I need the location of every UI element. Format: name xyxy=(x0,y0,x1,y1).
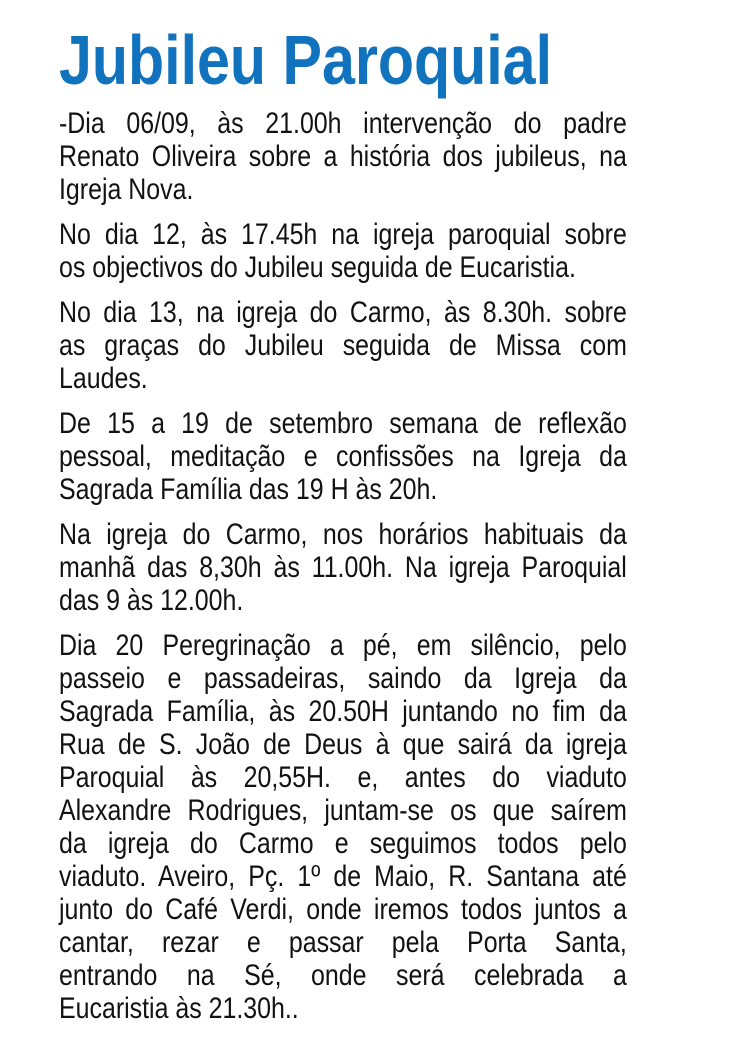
text-line: Na igreja do Carmo, nos horários habituais da xyxy=(59,518,627,551)
text-line: Sagrada Família das 19 H às 20h. xyxy=(59,473,438,506)
text-line: os objectivos do Jubileu seguida de Eucaristia. xyxy=(59,251,576,284)
paragraph-3 xyxy=(59,296,627,395)
text-line: pessoal, meditação e confissões na Igreja da xyxy=(59,440,627,473)
paragraph-1 xyxy=(59,107,627,206)
paragraph-2 xyxy=(59,218,627,284)
text-line: junto do Café Verdi, onde iremos todos juntos a xyxy=(59,893,627,926)
text-line: cantar, rezar e passar pela Porta Santa, xyxy=(59,926,627,959)
paragraph-6 xyxy=(59,629,627,1025)
text-line: as graças do Jubileu seguida de Missa com xyxy=(59,329,627,362)
page-title: Jubileu Paroquial xyxy=(59,21,553,99)
text-line: De 15 a 19 de setembro semana de reflexão xyxy=(59,407,627,440)
text-line: entrando na Sé, onde será celebrada a xyxy=(59,959,627,992)
text-line: Renato Oliveira sobre a história dos jubileus, na xyxy=(59,140,627,173)
text-line: Eucaristia às 21.30h.. xyxy=(59,992,299,1025)
text-line: Alexandre Rodrigues, juntam-se os que saírem xyxy=(59,794,627,827)
text-line: -Dia 06/09, às 21.00h intervenção do padre xyxy=(59,107,627,140)
text-line: Rua de S. João de Deus à que sairá da igreja xyxy=(59,728,627,761)
text-line: No dia 13, na igreja do Carmo, às 8.30h. sobre xyxy=(59,296,627,329)
text-line: Igreja Nova. xyxy=(59,173,194,206)
text-line: No dia 12, às 17.45h na igreja paroquial sobre xyxy=(59,218,627,251)
text-line: passeio e passadeiras, saindo da Igreja da xyxy=(59,662,627,695)
text-line: Dia 20 Peregrinação a pé, em silêncio, pelo xyxy=(59,629,627,662)
document-content xyxy=(59,0,627,1037)
text-line: manhã das 8,30h às 11.00h. Na igreja Paroquial xyxy=(59,551,627,584)
text-line: viaduto. Aveiro, Pç. 1º de Maio, R. Santana até xyxy=(59,860,627,893)
text-line: Sagrada Família, às 20.50H juntando no fim da xyxy=(59,695,627,728)
text-line: Laudes. xyxy=(59,362,148,395)
paragraph-5 xyxy=(59,518,627,617)
text-line: das 9 às 12.00h. xyxy=(59,584,244,617)
paragraph-4 xyxy=(59,407,627,506)
text-line: da igreja do Carmo e seguimos todos pelo xyxy=(59,827,627,860)
text-line: Paroquial às 20,55H. e, antes do viaduto xyxy=(59,761,627,794)
